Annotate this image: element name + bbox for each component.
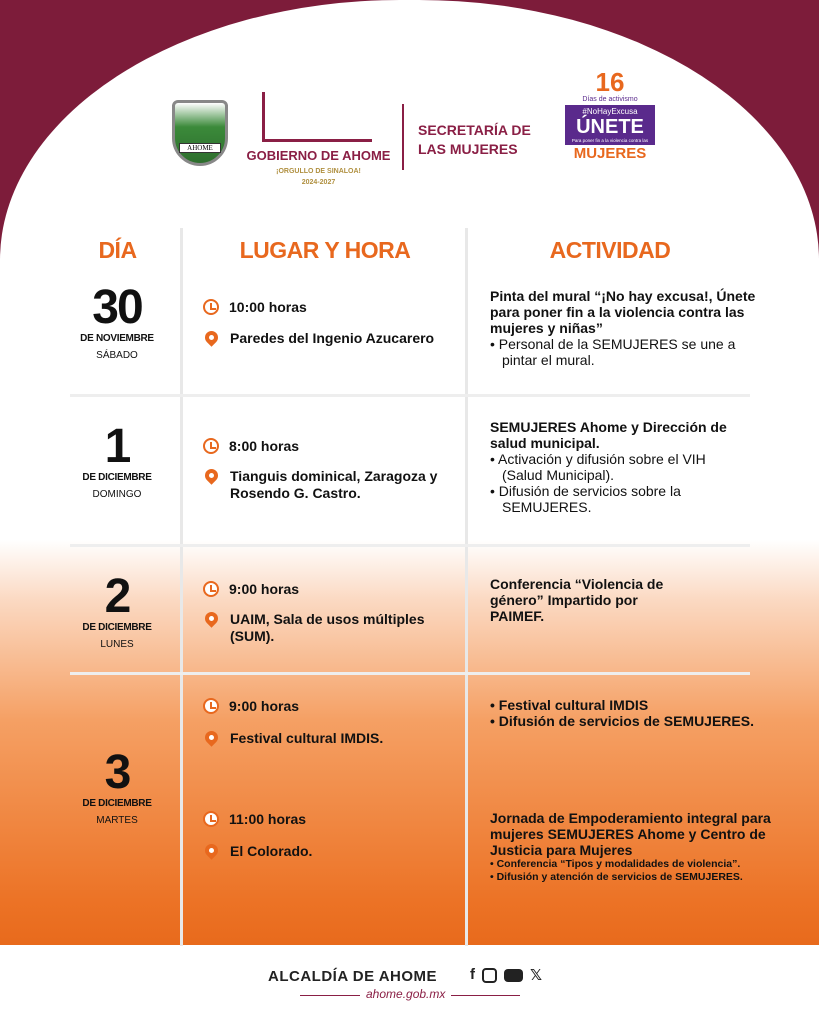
place-item (203, 330, 458, 347)
campaign-mujeres: MUJERES (573, 145, 647, 162)
campaign-number: 16 (595, 67, 625, 97)
instagram-icon[interactable] (482, 968, 497, 983)
activity-cell (490, 419, 750, 515)
youtube-icon[interactable] (504, 969, 523, 982)
place-text: Tianguis dominical, Zaragoza y Rosendo G. Castro. (230, 468, 438, 501)
header-dia: DÍA (98, 237, 137, 263)
footer-title: ALCALDÍA DE AHOME (268, 968, 438, 985)
secretaria-line1: SECRETARÍA DE (418, 122, 531, 138)
campaign-logo (565, 68, 655, 162)
location-pin-icon (202, 609, 220, 627)
day-month: DE DICIEMBRE (82, 622, 152, 633)
row-divider (70, 544, 750, 547)
activity-cell (490, 576, 690, 624)
day-weekday: LUNES (100, 639, 134, 650)
activity-title: Conferencia “Violencia de género” Impartido por PAIMEF. (490, 576, 664, 624)
place-item (203, 843, 458, 860)
column-divider (180, 228, 183, 946)
place-item (203, 468, 453, 502)
day-number: 1 (104, 420, 130, 473)
day-cell (62, 422, 172, 500)
activity-title: Pinta del mural “¡No hay excusa!, Únete para poner fin a la violencia contra las mujeres y niñas” (490, 288, 756, 336)
location-pin-icon (202, 466, 220, 484)
activity-cell (490, 288, 770, 368)
time-text: 8:00 horas (229, 438, 300, 454)
day-weekday: MARTES (96, 815, 138, 826)
time-item (203, 581, 458, 598)
clock-icon (203, 299, 219, 315)
activity-bullet: • Difusión de servicios sobre la SEMUJERES. (490, 483, 681, 515)
activity-bullet: • Difusión y atención de servicios de SEMUJERES. (490, 871, 743, 883)
footer-url[interactable]: ahome.gob.mx (360, 987, 451, 1001)
activity-bullet: • Festival cultural IMDIS (490, 697, 649, 713)
gobierno-name: GOBIERNO DE AHOME (246, 148, 391, 163)
header-divider (402, 104, 404, 170)
periodo-text: 2024-2027 (301, 179, 336, 186)
place-item (203, 611, 453, 645)
day-cell (62, 283, 172, 361)
secretaria-line2: LAS MUJERES (418, 141, 518, 157)
day-month: DE DICIEMBRE (82, 472, 152, 483)
social-icons (470, 966, 542, 984)
day-weekday: DOMINGO (92, 489, 142, 500)
row-divider (70, 394, 750, 397)
activity-cell (490, 697, 805, 729)
day-number: 30 (92, 281, 142, 334)
activity-cell (490, 810, 810, 884)
ahome-shield-logo (172, 100, 228, 166)
header-lugar: LUGAR Y HORA (239, 237, 411, 263)
clock-icon (203, 438, 219, 454)
clock-icon (203, 698, 219, 714)
location-pin-icon (202, 328, 220, 346)
day-number: 3 (104, 746, 130, 799)
place-item (203, 730, 458, 747)
day-weekday: SÁBADO (96, 350, 138, 361)
activity-bullet: • Activación y difusión sobre el VIH (Salud Municipal). (490, 451, 706, 483)
campaign-hashtag: #NoHayExcusa (582, 107, 638, 116)
activity-bullet: • Conferencia “Tipos y modalidades de violencia”. (490, 858, 741, 870)
activity-bullet: • Personal de la SEMUJERES se une a pintar el mural. (490, 336, 736, 368)
activity-title: SEMUJERES Ahome y Dirección de salud municipal. (490, 419, 727, 451)
place-text: Festival cultural IMDIS. (230, 730, 384, 746)
campaign-unete: ÚNETE (576, 116, 644, 138)
time-item (203, 299, 458, 316)
x-icon[interactable]: 𝕏 (530, 967, 543, 984)
activity-title: Jornada de Empoderamiento integral para mujeres SEMUJERES Ahome y Centro de Justicia para Mujeres (490, 810, 771, 858)
place-text: El Colorado. (230, 843, 313, 859)
place-text: Paredes del Ingenio Azucarero (230, 330, 435, 346)
time-item (203, 698, 458, 715)
day-cell (62, 748, 172, 826)
activity-bullet: • Difusión de servicios de SEMUJERES. (490, 713, 754, 729)
location-pin-icon (202, 728, 220, 746)
time-item (203, 811, 458, 828)
gobierno-logo-skyline (262, 92, 372, 142)
header-actividad: ACTIVIDAD (549, 237, 671, 263)
orgullo-text: ¡ORGULLO DE SINALOA! (276, 168, 361, 175)
day-number: 2 (104, 570, 130, 623)
place-text: UAIM, Sala de usos múltiples (SUM). (230, 611, 425, 644)
day-month: DE NOVIEMBRE (80, 333, 154, 344)
shield-label: AHOME (179, 143, 221, 153)
row-divider (70, 672, 750, 675)
day-month: DE DICIEMBRE (82, 798, 152, 809)
campaign-days: Días de activismo (582, 96, 638, 103)
time-text: 11:00 horas (229, 811, 307, 827)
time-text: 9:00 horas (229, 698, 300, 714)
time-text: 9:00 horas (229, 581, 300, 597)
column-divider (465, 228, 468, 946)
day-cell (62, 572, 172, 650)
campaign-purple-box (565, 105, 655, 145)
time-item (203, 438, 458, 455)
clock-icon (203, 811, 219, 827)
location-pin-icon (202, 841, 220, 859)
time-text: 10:00 horas (229, 299, 307, 315)
secretaria-title (418, 121, 531, 159)
facebook-icon[interactable]: f (470, 966, 475, 983)
campaign-tagline: Para poner fin a la violencia contra las (571, 138, 649, 143)
clock-icon (203, 581, 219, 597)
